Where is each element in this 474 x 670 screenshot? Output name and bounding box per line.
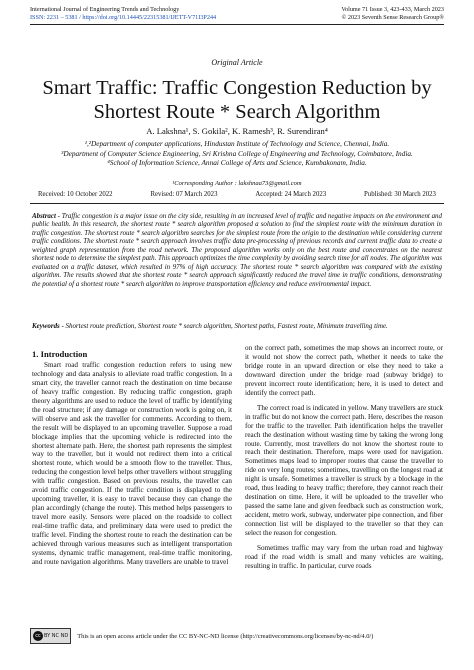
- license-text[interactable]: This is an open access article under the CC BY-NC-ND license (http://creativecommons.org/licenses/by-nc-nd/4.0/): [77, 632, 374, 640]
- date-published: Published: 30 March 2023: [364, 191, 436, 198]
- affiliation-1: ¹,²Department of computer applications, Hindustan Institute of Technology and Science, Chennai, India.: [84, 139, 390, 148]
- date-revised: Revised: 07 March 2023: [150, 191, 218, 198]
- author-list: A. Lakshna¹, S. Gokila², K. Ramesh³, R. Surendiran⁴: [146, 126, 328, 136]
- keywords-label: Keywords: [32, 322, 60, 330]
- corresponding-author: ¹Corresponding Author : lakshnaa73@gmail.com: [172, 180, 302, 187]
- volume-header: [341, 6, 444, 22]
- journal-name: International Journal of Engineering Trends and Technology: [30, 6, 180, 13]
- date-received: Received: 10 October 2022: [38, 191, 113, 198]
- keywords: [32, 322, 442, 330]
- paper-title: Smart Traffic: Traffic Congestion Reduction by Shortest Route * Search Algorithm: [42, 77, 432, 123]
- right-column: [245, 344, 443, 577]
- paragraph: Smart road traffic congestion reduction refers to using new technology and data analysis to alleviate road traffic congestion. In a smart city, the traveller cannot reach the destination on time because of heavy traffic congestion. By reducing traffic congestion, graph theory algorithms are used to reduce the level of traffic by identifying the road structure; if any damage or construction work is going on, it will observe and ask the traveller for comments. According to them, the result will be displayed to an upcoming traveller. Suppose a road blockage implies that the upcoming vehicle is redirected into the shortest alternate path. Here, the shortest path represents the simplest way to the traveller, but it would not redirect them into a critical shortest route, which would be a smooth flow to the traveller. Thus, reducing the congestion level helps other travellers without struggling with traffic congestion. Based on previous results, the traveller can avoid traffic congestion. If the traffic condition is displayed to the upcoming traveller, it is easy to travel because they can change the plan accordingly (change the route). This method helps passengers to travel more easily. Sensors were placed on the roadside to collect real-time traffic data, and preliminary data were used to predict the traffic level. Finding the shortest route to reach the destination can be achieved through various measures such as intelligent transportation systems, dynamic traffic management, real-time traffic monitoring, and route navigation algorithms. Many travellers are unable to travel: [32, 360, 232, 566]
- abstract-label: Abstract: [32, 212, 56, 220]
- paragraph: Sometimes traffic may vary from the urban road and highway road if the road width is small and many vehicles are waiting, resulting in traffic. In particular, curve roads: [245, 544, 443, 570]
- paragraph: on the correct path, sometimes the map shows an incorrect route, or it would not show the correct path, whether it needs to take the bridge route in an upward direction or else they need to take a downward direction under the bridge road (subway bridge) to prevent incorrect route identification; here, it is used to detect and identify the correct path.: [245, 344, 443, 397]
- cc-icon: cc: [33, 631, 43, 641]
- license-footer: [30, 628, 444, 644]
- affiliation-2: ³Department of Computer Science Engineering, Sri Krishna College of Engineering and Technology, Coimbatore, India.: [61, 148, 413, 158]
- abstract: [32, 212, 442, 288]
- dates-divider: [30, 203, 444, 204]
- publication-dates: [38, 191, 436, 198]
- affiliations: [30, 139, 444, 168]
- cc-license-badge[interactable]: [30, 628, 71, 644]
- keywords-text: - Shortest route prediction, Shortest route * search algorithm, Shortest paths, Fastest route, Minimum travelling time.: [59, 322, 388, 330]
- copyright: © 2023 Seventh Sense Research Group®: [341, 14, 444, 21]
- header-divider: [30, 24, 444, 25]
- section-heading: 1. Introduction: [32, 349, 88, 359]
- cc-badge-text: BY NC ND: [44, 633, 69, 639]
- volume-info: Volume 71 Issue 3, 423-433, March 2023: [341, 6, 444, 13]
- journal-header: [30, 6, 216, 22]
- left-column: [32, 350, 232, 573]
- affiliation-3: ⁴School of Information Science, Annai College of Arts and Science, Kumbakonam, India.: [107, 158, 367, 168]
- paragraph: The correct road is indicated in yellow. Many travellers are stuck in traffic but do not know the correct path. Here, describes the reason for the traffic to the traveller. Path identification helps the traveller reach the destination without wasting time by taking the wrong long route. Currently, most travellers do not know the shortest route to reach their destination. Therefore, maps were used for navigation. Sometimes maps lead to improper routes that cause the traveller to ride on very long routes; sometimes, travelling on the longest road at night is unsafe. Sometimes a traveller is struck by a blockage in the road, thus leading to heavy traffic; therefore, they cannot reach their destination on time. Here, it will be uploaded to the traveller who passed the same lane and given feedback such as construction work, accident, metro work, subway, underwater pipe connection, and fiber connection list will be displayed to the traveller so that they can select the reason for congestion.: [245, 403, 443, 538]
- date-accepted: Accepted: 24 March 2023: [255, 191, 327, 198]
- abstract-text: - Traffic congestion is a major issue on the city side, resulting in an increased level of traffic and negative impacts on the environment and public health. In this research, the shortest route * search algorithm proposed a solution to find the simplest route with the minimum duration in traffic congestion. The shortest route * search algorithm searches for the simplest route from the origin to the destination while considering current traffic conditions. The shortest route * search approach involves traffic data pre-processing of previous records and current traffic data to create a weighted graph representation from the road network. The proposed algorithm works only on the best route and concentrates on the nearest shortest node to determine the simplest path. This approach optimizes the time complexity by avoiding search time for all nodes. The algorithm was evaluated on a traffic dataset, which resulted in 97% of high accuracy. The shortest route * search algorithm was compared with the existing algorithm. The results showed that the shortest route * search approach significantly reduced the travel time in traffic conditions, demonstrating the potential of a shortest route * search algorithm to improve transportation efficiency and reduce environmental impact.: [32, 212, 442, 288]
- article-type: Original Article: [211, 58, 263, 67]
- issn-doi[interactable]: ISSN: 2231 – 5381 / https://doi.org/10.14445/22315381/IJETT-V71I3P244: [30, 14, 217, 21]
